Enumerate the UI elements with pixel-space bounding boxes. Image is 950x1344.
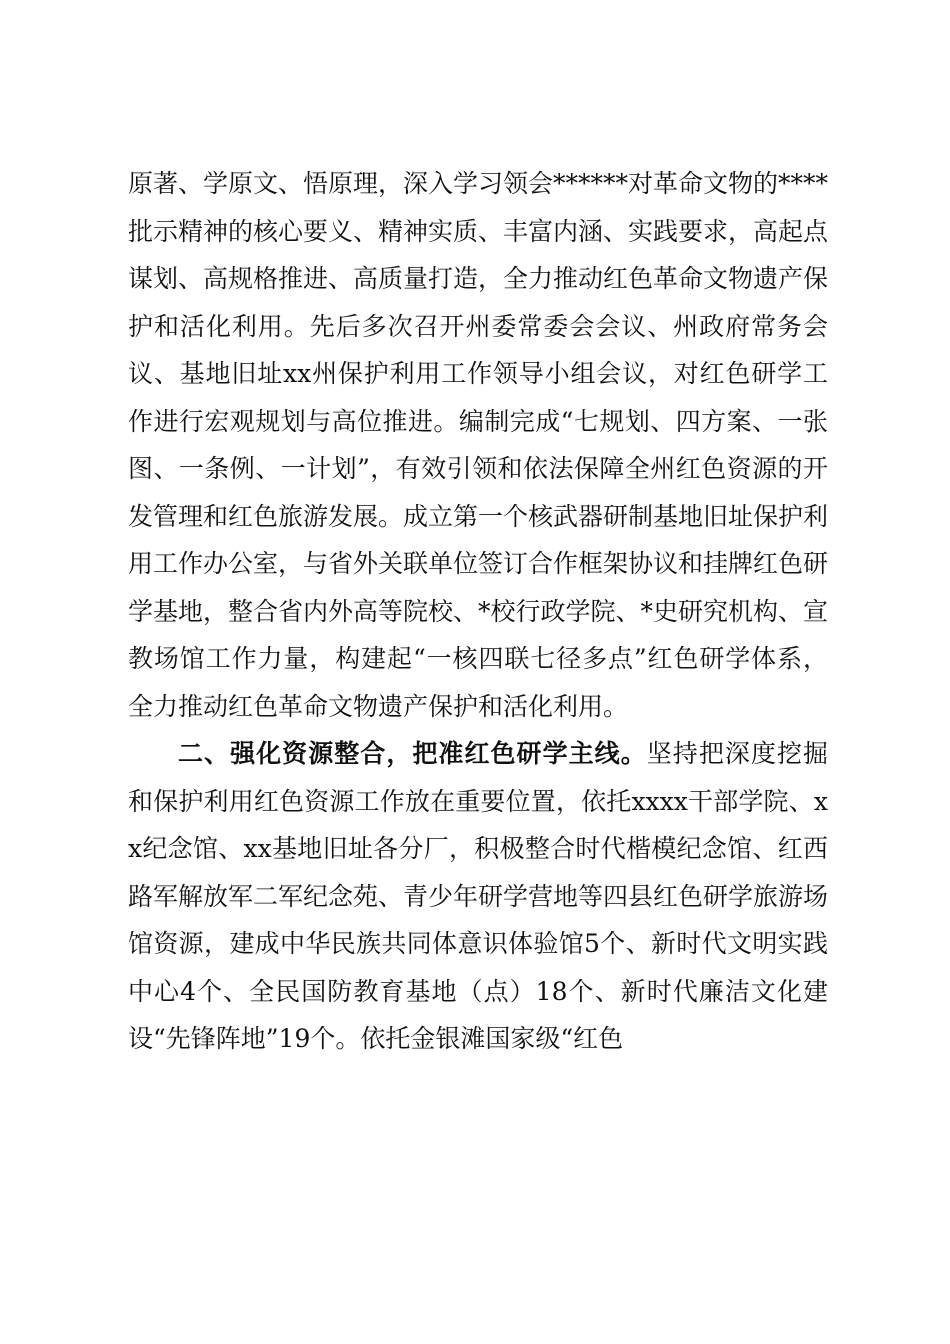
paragraph-continued <box>128 160 828 730</box>
paragraph-text: 原著、学原文、悟原理，深入学习领会******对革命文物的****批示精神的核心要义、精神实质、丰富内涵、实践要求，高起点谋划、高规格推进、高质量打造，全力推动红色革命文物遗产保护和活化利用。先后多次召开州委常委会会议、州政府常务会议、基地旧址xx州保护利用工作领导小组会议，对红色研学工作进行宏观规划与高位推进。编制完成“七规划、四方案、一张图、一条例、一计划”，有效引领和依法保障全州红色资源的开发管理和红色旅游发展。成立第一个核武器研制基地旧址保护利用工作办公室，与省外关联单位签订合作框架协议和挂牌红色研学基地，整合省内外高等院校、*校行政学院、*史研究机构、宣教场馆工作力量，构建起“一核四联七径多点”红色研学体系，全力推动红色革命文物遗产保护和活化利用。 <box>128 169 829 721</box>
paragraph-text: 坚持把深度挖掘和保护利用红色资源工作放在重要位置，依托xxxx干部学院、xx纪念馆、xx基地旧址各分厂，积极整合时代楷模纪念馆、红西路军解放军二军纪念苑、青少年研学营地等四县红色研学旅游场馆资源，建成中华民族共同体意识体验馆5个、新时代文明实践中心4个、全民国防教育基地（点）18个、新时代廉洁文化建设“先锋阵地”19个。依托金银滩国家级“红色 <box>128 739 829 1053</box>
paragraph-section-two <box>128 730 828 1063</box>
document-body <box>128 160 828 1063</box>
section-heading: 二、强化资源整合，把准红色研学主线。 <box>178 739 647 768</box>
